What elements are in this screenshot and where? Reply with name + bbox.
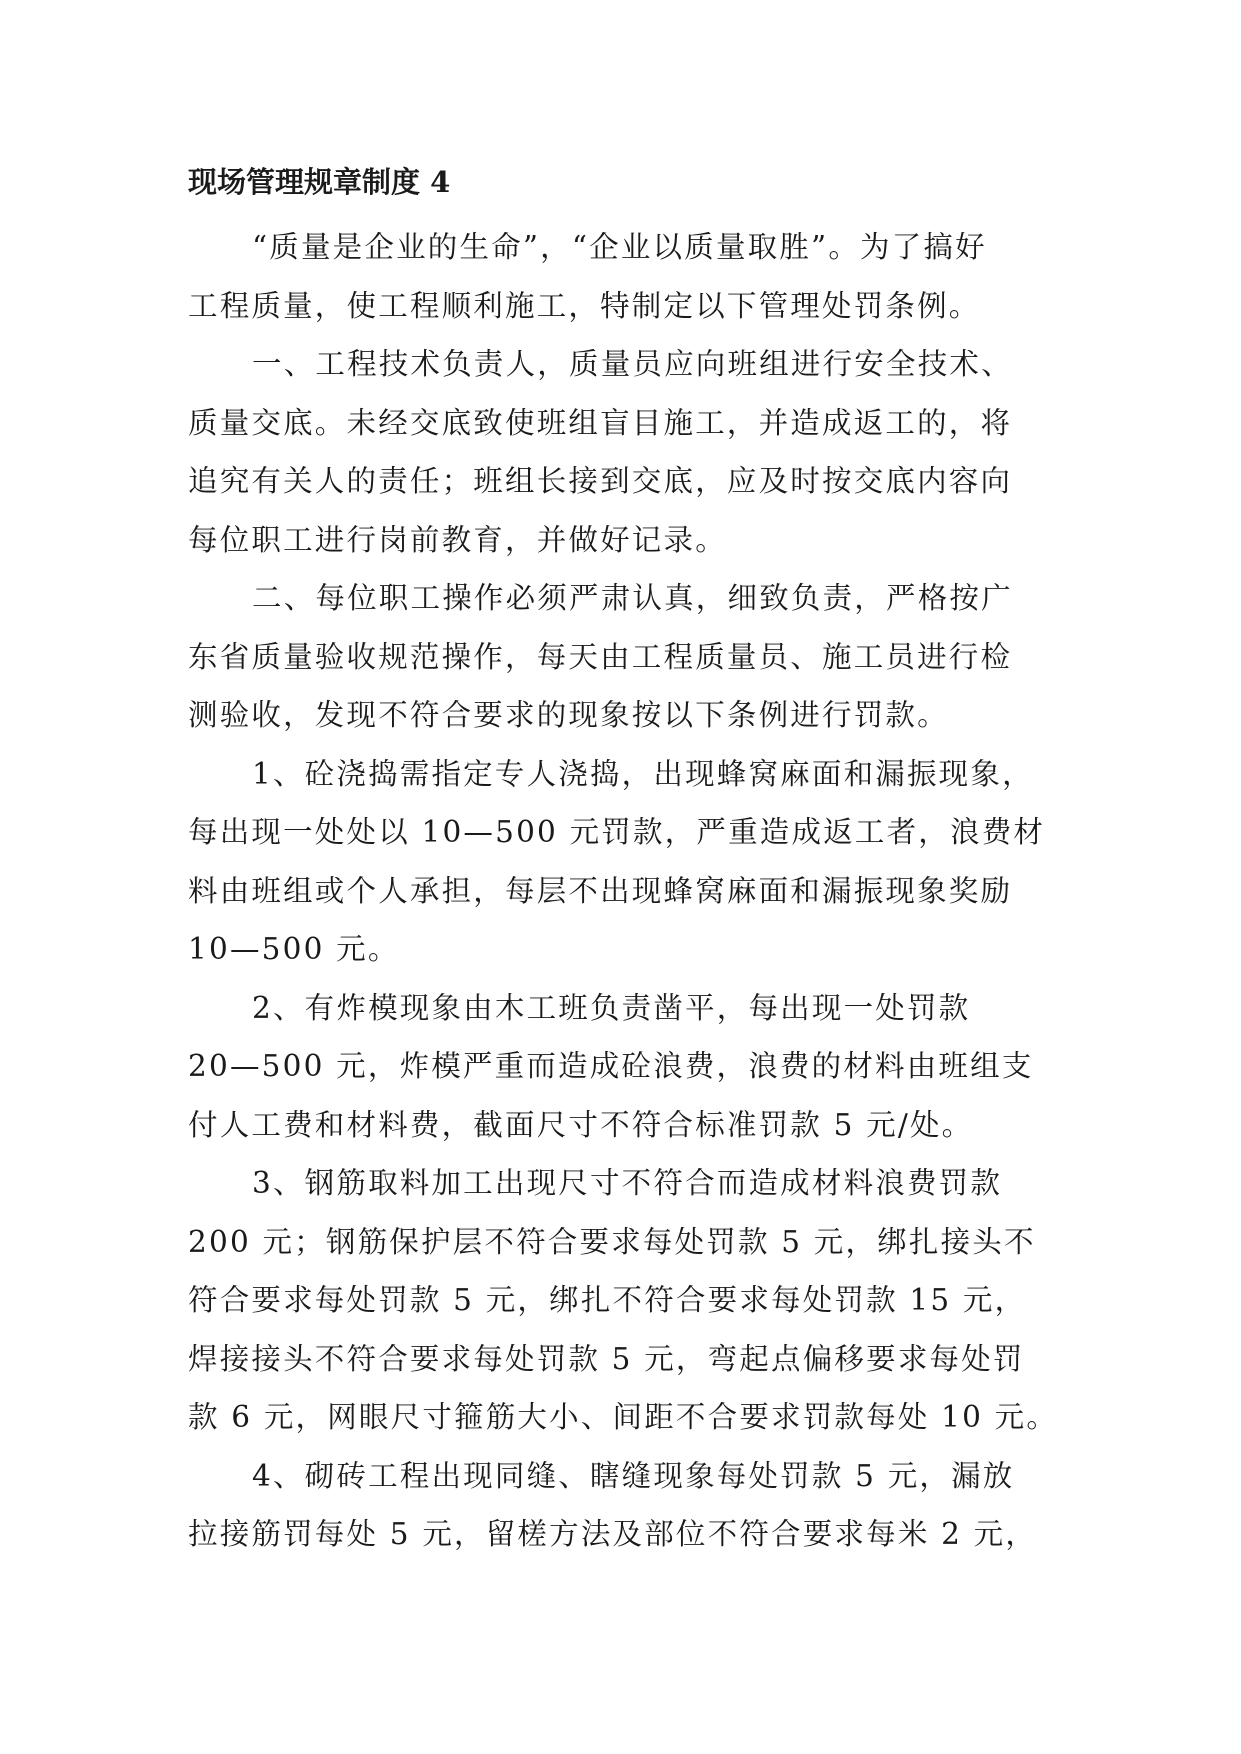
paragraph-6 (188, 1154, 1059, 1447)
paragraph-line: “质量是企业的生命”，“企业以质量取胜”。为了搞好 (252, 230, 987, 264)
document-title: 现场管理规章制度 4 (188, 165, 451, 199)
paragraph-2 (188, 335, 1050, 569)
paragraph-line: 追究有关人的责任；班组长接到交底，应及时按交底内容向 (188, 464, 1013, 498)
paragraph-line: 200 元；钢筋保护层不符合要求每处罚款 5 元，绑扎接头不 (188, 1224, 1036, 1259)
paragraph-line: 测验收，发现不符合要求的现象按以下条例进行罚款。 (188, 698, 949, 732)
paragraph-5 (188, 979, 1050, 1155)
paragraph-7 (188, 1447, 1050, 1564)
paragraph-line: 20—500 元，炸模严重而造成砼浪费，浪费的材料由班组支 (188, 1049, 1034, 1083)
paragraph-line: 东省质量验收规范操作，每天由工程质量员、施工员进行检 (188, 639, 1013, 674)
document-body (188, 218, 1059, 1564)
paragraph-3 (188, 569, 1050, 745)
paragraph-line: 4、砌砖工程出现同缝、瞎缝现象每处罚款 5 元，漏放 (252, 1458, 1015, 1493)
paragraph-line: 质量交底。未经交底致使班组盲目施工，并造成返工的，将 (188, 405, 1013, 440)
paragraph-line: 一、工程技术负责人，质量员应向班组进行安全技术、 (252, 347, 1013, 381)
paragraph-line: 1、砼浇捣需指定专人浇捣，出现蜂窝麻面和漏振现象， (252, 756, 1034, 791)
paragraph-line: 拉接筋罚每处 5 元，留槎方法及部位不符合要求每米 2 元， (188, 1517, 1038, 1551)
paragraph-line: 每出现一处处以 10—500 元罚款，严重造成返工者，浪费材 (188, 815, 1046, 849)
paragraph-line: 符合要求每处罚款 5 元，绑扎不符合要求每处罚款 15 元， (188, 1283, 1027, 1317)
paragraph-line: 付人工费和材料费，截面尺寸不符合标准罚款 5 元/处。 (188, 1107, 974, 1142)
paragraph-line: 款 6 元，网眼尺寸箍筋大小、间距不合要求罚款每处 10 元。 (188, 1400, 1059, 1434)
paragraph-line: 料由班组或个人承担，每层不出现蜂窝麻面和漏振现象奖励 (188, 873, 1013, 908)
paragraph-1 (188, 218, 1050, 335)
paragraph-line: 每位职工进行岗前教育，并做好记录。 (188, 522, 727, 557)
paragraph-line: 3、钢筋取料加工出现尺寸不符合而造成材料浪费罚款 (252, 1166, 1003, 1200)
paragraph-line: 工程质量，使工程顺利施工，特制定以下管理处罚条例。 (188, 288, 981, 323)
paragraph-line: 2、有炸模现象由木工班负责凿平，每出现一处罚款 (252, 990, 971, 1025)
paragraph-line: 焊接接头不符合要求每处罚款 5 元，弯起点偏移要求每处罚 (188, 1341, 1025, 1376)
paragraph-4 (188, 745, 1050, 979)
paragraph-line: 10—500 元。 (188, 932, 400, 966)
paragraph-line: 二、每位职工操作必须严肃认真，细致负责，严格按广 (252, 581, 1013, 615)
